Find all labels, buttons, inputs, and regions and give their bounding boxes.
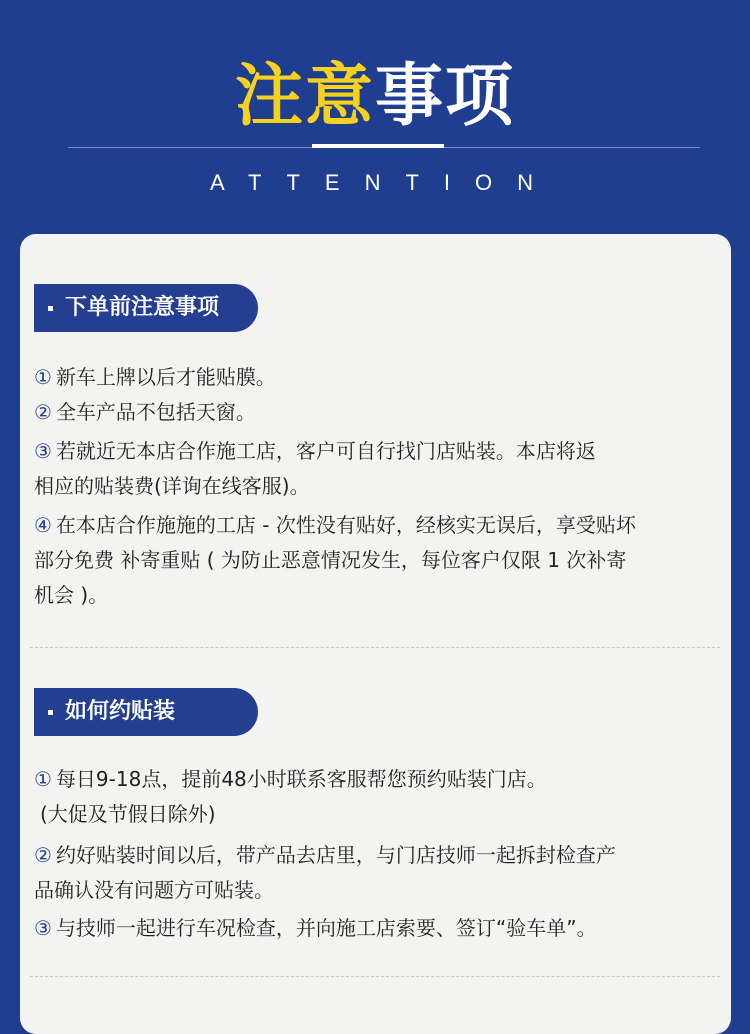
section-heading-label: 如何约贴装 xyxy=(65,699,176,724)
circled-number-2: ② xyxy=(34,400,52,424)
list-item-text: 新车上牌以后才能贴膜。 xyxy=(55,365,276,389)
list-item-text: 约好贴装时间以后，带产品去店里，与门店技师一起拆封检查产 xyxy=(55,843,616,867)
list-item xyxy=(34,911,704,946)
list-item xyxy=(34,434,704,504)
list-item-text: 机会 )。 xyxy=(34,583,109,607)
list-item xyxy=(34,360,704,395)
section-divider xyxy=(30,976,720,977)
list-item-text: 品确认没有问题方可贴装。 xyxy=(34,878,274,902)
list-item xyxy=(34,762,704,832)
bullet-icon xyxy=(48,710,53,715)
page-title xyxy=(0,52,750,142)
section-heading-booking xyxy=(34,688,258,736)
list-item-text: 部分免费 补寄重贴 ( 为防止恶意情况发生，每位客户仅限 1 次补寄 xyxy=(34,548,627,572)
title-rest: 事项 xyxy=(375,57,516,136)
list-item-text: 每日9-18点，提前48小时联系客服帮您预约贴装门店。 xyxy=(55,767,547,791)
divider-accent xyxy=(312,144,444,148)
circled-number-2: ② xyxy=(34,843,52,867)
list-item xyxy=(34,395,704,430)
list-item-text: 全车产品不包括天窗。 xyxy=(55,400,256,424)
circled-number-3: ③ xyxy=(34,439,52,463)
page-subtitle: ATTENTION xyxy=(209,170,559,195)
list-item xyxy=(34,838,704,908)
title-highlight: 注意 xyxy=(234,57,375,136)
list-item-text: 在本店合作施施的工店 - 次性没有贴好，经核实无误后，享受贴坏 xyxy=(55,513,636,537)
circled-number-3: ③ xyxy=(34,916,52,940)
list-item-text: (大促及节假日除外) xyxy=(40,802,216,826)
list-item xyxy=(34,508,704,613)
header xyxy=(0,0,750,235)
section-heading-label: 下单前注意事项 xyxy=(65,295,220,320)
section-heading-before-order xyxy=(34,284,258,332)
circled-number-1: ① xyxy=(34,767,52,791)
section-divider xyxy=(30,647,720,648)
circled-number-1: ① xyxy=(34,365,52,389)
list-item-text: 若就近无本店合作施工店，客户可自行找门店贴装。本店将返 xyxy=(55,439,596,463)
circled-number-4: ④ xyxy=(34,513,52,537)
list-item-text: 相应的贴装费(详询在线客服)。 xyxy=(34,474,310,498)
list-item-text: 与技师一起进行车况检查，并向施工店索要、签订“验车单”。 xyxy=(55,916,597,940)
content-card xyxy=(20,234,731,1034)
bullet-icon xyxy=(48,306,53,311)
